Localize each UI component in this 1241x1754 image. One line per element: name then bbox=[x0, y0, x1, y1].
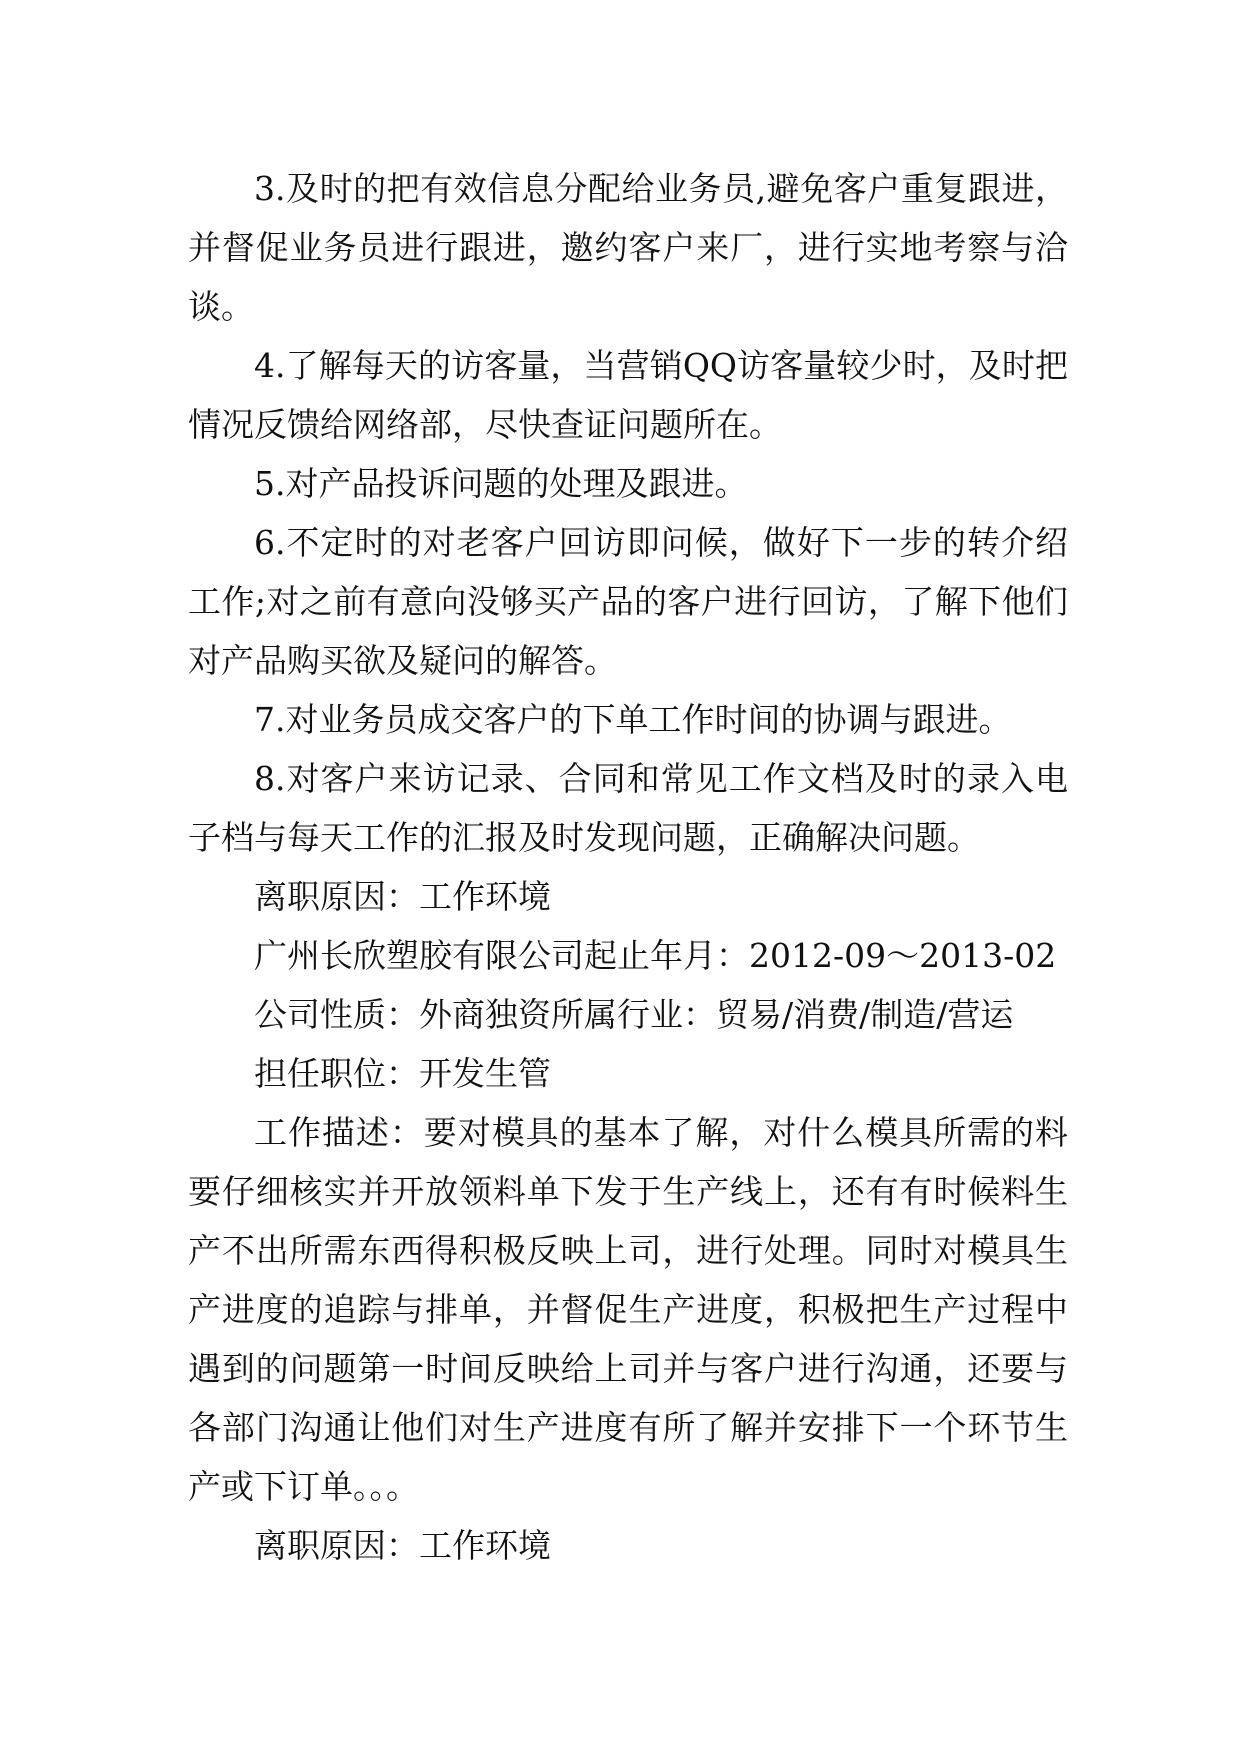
paragraph-item-7: 7.对业务员成交客户的下单工作时间的协调与跟进。 bbox=[254, 700, 1012, 739]
paragraph-item-6: 6.不定时的对老客户回访即问候，做好下一步的转介绍工作;对之前有意向没够买产品的客户进行回访，了解下他们对产品购买欲及疑问的解答。 bbox=[188, 523, 1068, 680]
company-period: 广州长欣塑胶有限公司起止年月：2012-09～2013-02 bbox=[254, 936, 1057, 975]
job-position: 担任职位：开发生管 bbox=[254, 1054, 551, 1093]
company-nature: 公司性质：外商独资所属行业：贸易/消费/制造/营运 bbox=[254, 995, 1014, 1034]
paragraph-item-5: 5.对产品投诉问题的处理及跟进。 bbox=[254, 464, 748, 503]
job-description: 工作描述：要对模具的基本了解，对什么模具所需的料要仔细核实并开放领料单下发于生产线上，还有有时候料生产不出所需东西得积极反映上司，进行处理。同时对模具生产进度的追踪与排单，并督促生产进度，积极把生产过程中遇到的问题第一时间反映给上司并与客户进行沟通，还要与各部门沟通让他们对生产进度有所了解并安排下一个环节生产或下订单。。。 bbox=[188, 1113, 1068, 1506]
paragraph-item-8: 8.对客户来访记录、合同和常见工作文档及时的录入电子档与每天工作的汇报及时发现问题，正确解决问题。 bbox=[188, 759, 1068, 857]
leave-reason-2: 离职原因：工作环境 bbox=[254, 1526, 551, 1565]
paragraph-item-4: 4.了解每天的访客量，当营销QQ访客量较少时，及时把情况反馈给网络部，尽快查证问题所在。 bbox=[188, 346, 1068, 444]
paragraph-item-3: 3.及时的把有效信息分配给业务员,避免客户重复跟进，并督促业务员进行跟进，邀约客户来厂，进行实地考察与洽谈。 bbox=[188, 169, 1068, 326]
leave-reason-1: 离职原因：工作环境 bbox=[254, 877, 551, 916]
document-body bbox=[188, 159, 1068, 1575]
